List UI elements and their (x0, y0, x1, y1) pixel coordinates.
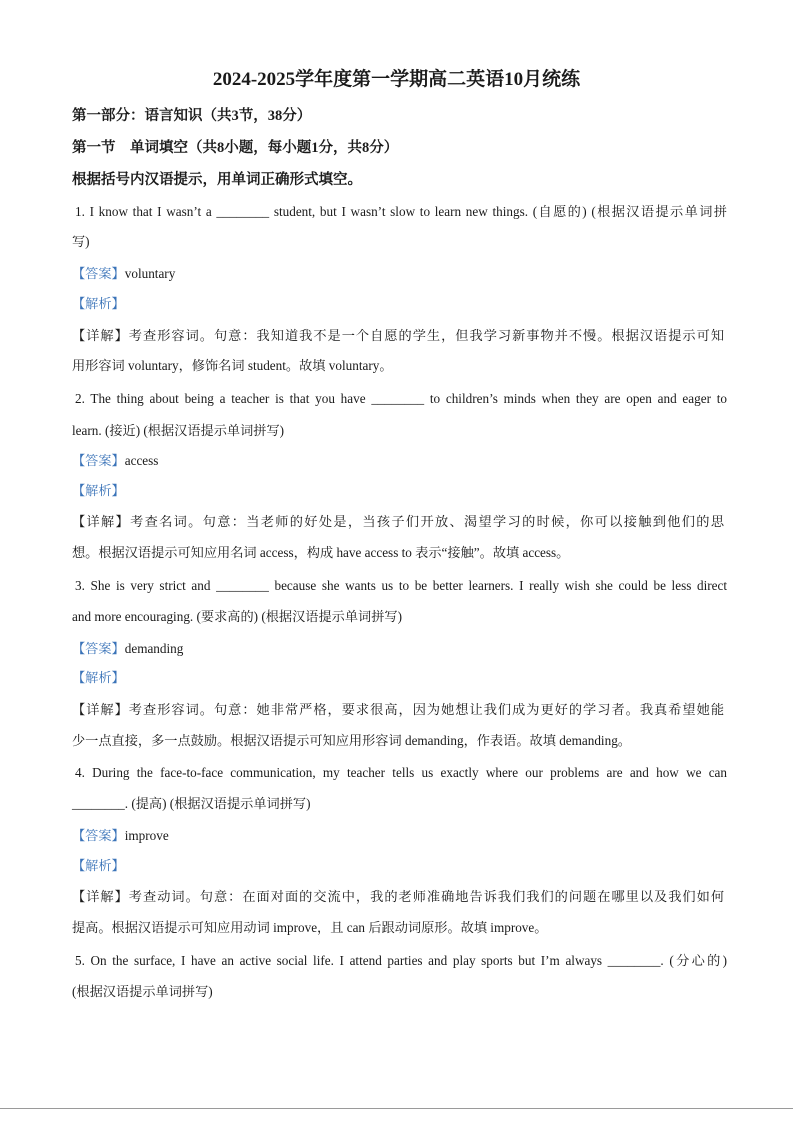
question-3-detail (72, 700, 724, 720)
question-2-text: 2. The thing about being a teacher is that you have ________ to children’s minds when they are open and eager to (75, 391, 727, 406)
question-1-answer (72, 264, 724, 284)
answer-label: 【答案】 (72, 266, 125, 281)
detail-label: 【详解】 (72, 702, 129, 717)
question-1-detail (72, 326, 724, 346)
question-4-text: 4. During the face-to-face communication, my teacher tells us exactly where our problems are and how we can (75, 765, 727, 780)
question-1-detail-cont: 用形容词 voluntary，修饰名词 student。故填 voluntary。 (72, 358, 393, 373)
answer-value: improve (124, 828, 169, 843)
instruction-text: 根据括号内汉语提示，用单词正确形式填空。 (72, 172, 362, 188)
question-5-text-cont: (根据汉语提示单词拼写) (72, 984, 213, 999)
question-3-detail-cont: 少一点直接，多一点鼓励。根据汉语提示可知应用形容词 demanding，作表语。故填 demanding。 (72, 733, 631, 748)
answer-label: 【答案】 (72, 453, 125, 468)
question-2-text-cont: learn. (接近) (根据汉语提示单词拼写) (72, 423, 285, 438)
question-4-detail-cont: 提高。根据汉语提示可知应用动词 improve，且 can 后跟动词原形。故填 improve。 (72, 920, 548, 935)
question-2-detail (72, 512, 724, 532)
question-3-answer (72, 639, 724, 659)
question-3-analysis-label: 【解析】 (72, 670, 125, 685)
question-4-analysis-label: 【解析】 (72, 858, 125, 873)
question-3-text-cont: and more encouraging. (要求高的) (根据汉语提示单词拼写) (72, 609, 402, 624)
question-3-text: 3. She is very strict and ________ because she wants us to be better learners. I really wish she could be less direct (75, 578, 727, 593)
detail-label: 【详解】 (72, 514, 131, 529)
detail-text: 考查形容词。句意：她非常严格，要求很高，因为她想让我们成为更好的学习者。我真希望她能 (128, 702, 725, 717)
section1-heading: 第一节 单词填空（共8小题，每小题1分，共8分） (72, 140, 399, 156)
detail-text: 考查名词。句意：当老师的好处是，当孩子们开放、渴望学习的时候，你可以接触到他们的思 (130, 514, 725, 529)
question-1-text: 1. I know that I wasn’t a ________ student, but I wasn’t slow to learn new things. (自愿的) (根据汉语提示单词拼 (75, 204, 727, 219)
document-title: 2024-2025学年度第一学期高二英语10月统练 (212, 69, 581, 90)
detail-text: 考查形容词。句意：我知道我不是一个自愿的学生，但我学习新事物并不慢。根据汉语提示可知 (128, 328, 725, 343)
question-2-detail-cont: 想。根据汉语提示可知应用名词 access，构成 have access to 表示“接触”。故填 access。 (72, 545, 570, 560)
detail-text: 考查动词。句意：在面对面的交流中，我的老师准确地告诉我们我们的问题在哪里以及我们如何 (128, 889, 725, 904)
question-2-analysis-label: 【解析】 (72, 483, 125, 498)
question-4-text-cont: ________. (提高) (根据汉语提示单词拼写) (72, 796, 311, 811)
question-1-analysis-label: 【解析】 (72, 296, 125, 311)
answer-label: 【答案】 (72, 641, 125, 656)
page-bottom-divider (0, 1108, 793, 1109)
question-1-text-cont: 写) (72, 234, 90, 249)
answer-value: voluntary (124, 266, 176, 281)
question-5-text: 5. On the surface, I have an active social life. I attend parties and play sports but I’m always ________. (分心的) (75, 953, 727, 968)
answer-value: access (124, 453, 159, 468)
detail-label: 【详解】 (72, 889, 129, 904)
question-2-answer (72, 451, 724, 471)
question-4-detail (72, 887, 724, 907)
answer-label: 【答案】 (72, 828, 125, 843)
question-4-answer (72, 826, 724, 846)
detail-label: 【详解】 (72, 328, 129, 343)
answer-value: demanding (124, 641, 184, 656)
part1-heading: 第一部分：语言知识（共3节，38分） (72, 108, 312, 124)
